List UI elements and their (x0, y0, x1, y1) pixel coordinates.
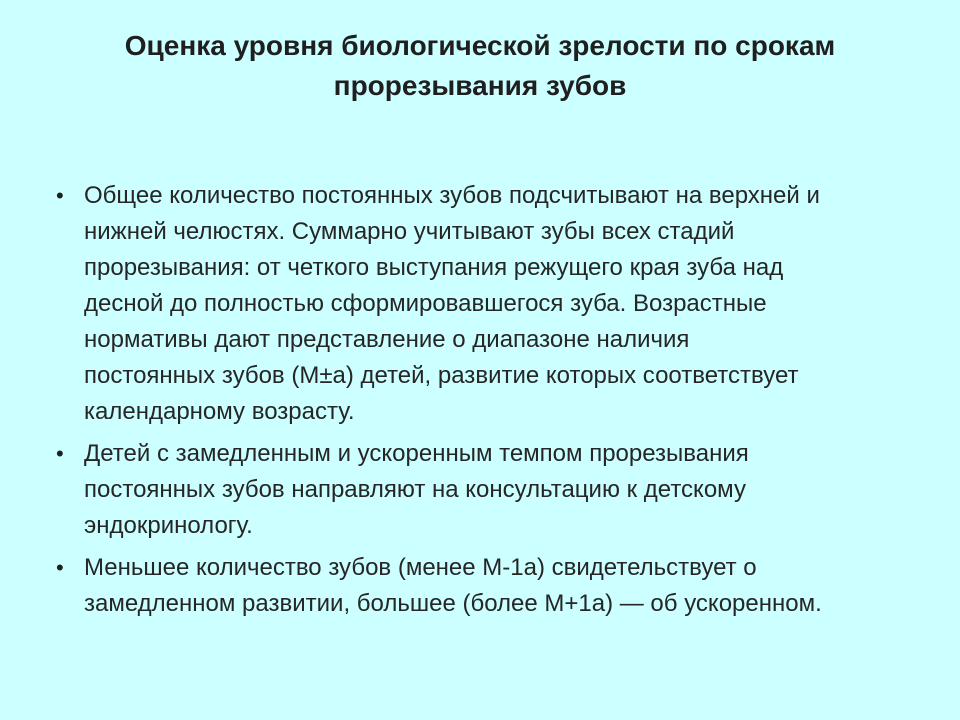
bullet-1-line-5: нормативы дают представление о диапазоне наличия (84, 326, 690, 353)
bullet-1-line-4: десной до полностью сформировавшегося зуба. Возрастные (84, 290, 767, 317)
bullet-3-line-2: замедленном развитии, большее (более M+1а) — об ускоренном. (84, 590, 822, 617)
title-line-1: Оценка уровня биологической зрелости по срокам (124, 30, 836, 61)
bullet-list (56, 178, 916, 628)
title-line-2: прорезывания зубов (333, 70, 627, 101)
bullet-1-line-1: Общее количество постоянных зубов подсчитывают на верхней и (84, 182, 820, 209)
bullet-1-line-2: нижней челюстях. Суммарно учитывают зубы всех стадий (84, 218, 735, 245)
bullet-1-line-6: постоянных зубов (M±а) детей, развитие которых соответствует (84, 362, 799, 389)
bullet-text-1 (84, 178, 916, 430)
bullet-3-line-1: Меньшее количество зубов (менее M-1а) свидетельствует о (84, 554, 757, 581)
bullet-1-line-7: календарному возрасту. (84, 398, 355, 425)
slide-title (40, 26, 920, 106)
bullet-item-2 (56, 436, 916, 544)
bullet-icon: • (56, 441, 64, 466)
bullet-item-1 (56, 178, 916, 430)
bullet-2-line-3: эндокринологу. (84, 512, 253, 539)
bullet-1-line-3: прорезывания: от четкого выступания режущего края зуба над (84, 254, 784, 281)
bullet-2-line-2: постоянных зубов направляют на консультацию к детскому (84, 476, 746, 503)
bullet-icon: • (56, 183, 64, 208)
bullet-icon: • (56, 555, 64, 580)
bullet-item-3 (56, 550, 916, 622)
bullet-text-3 (84, 550, 916, 622)
bullet-2-line-1: Детей с замедленным и ускоренным темпом прорезывания (84, 440, 749, 467)
bullet-text-2 (84, 436, 916, 544)
